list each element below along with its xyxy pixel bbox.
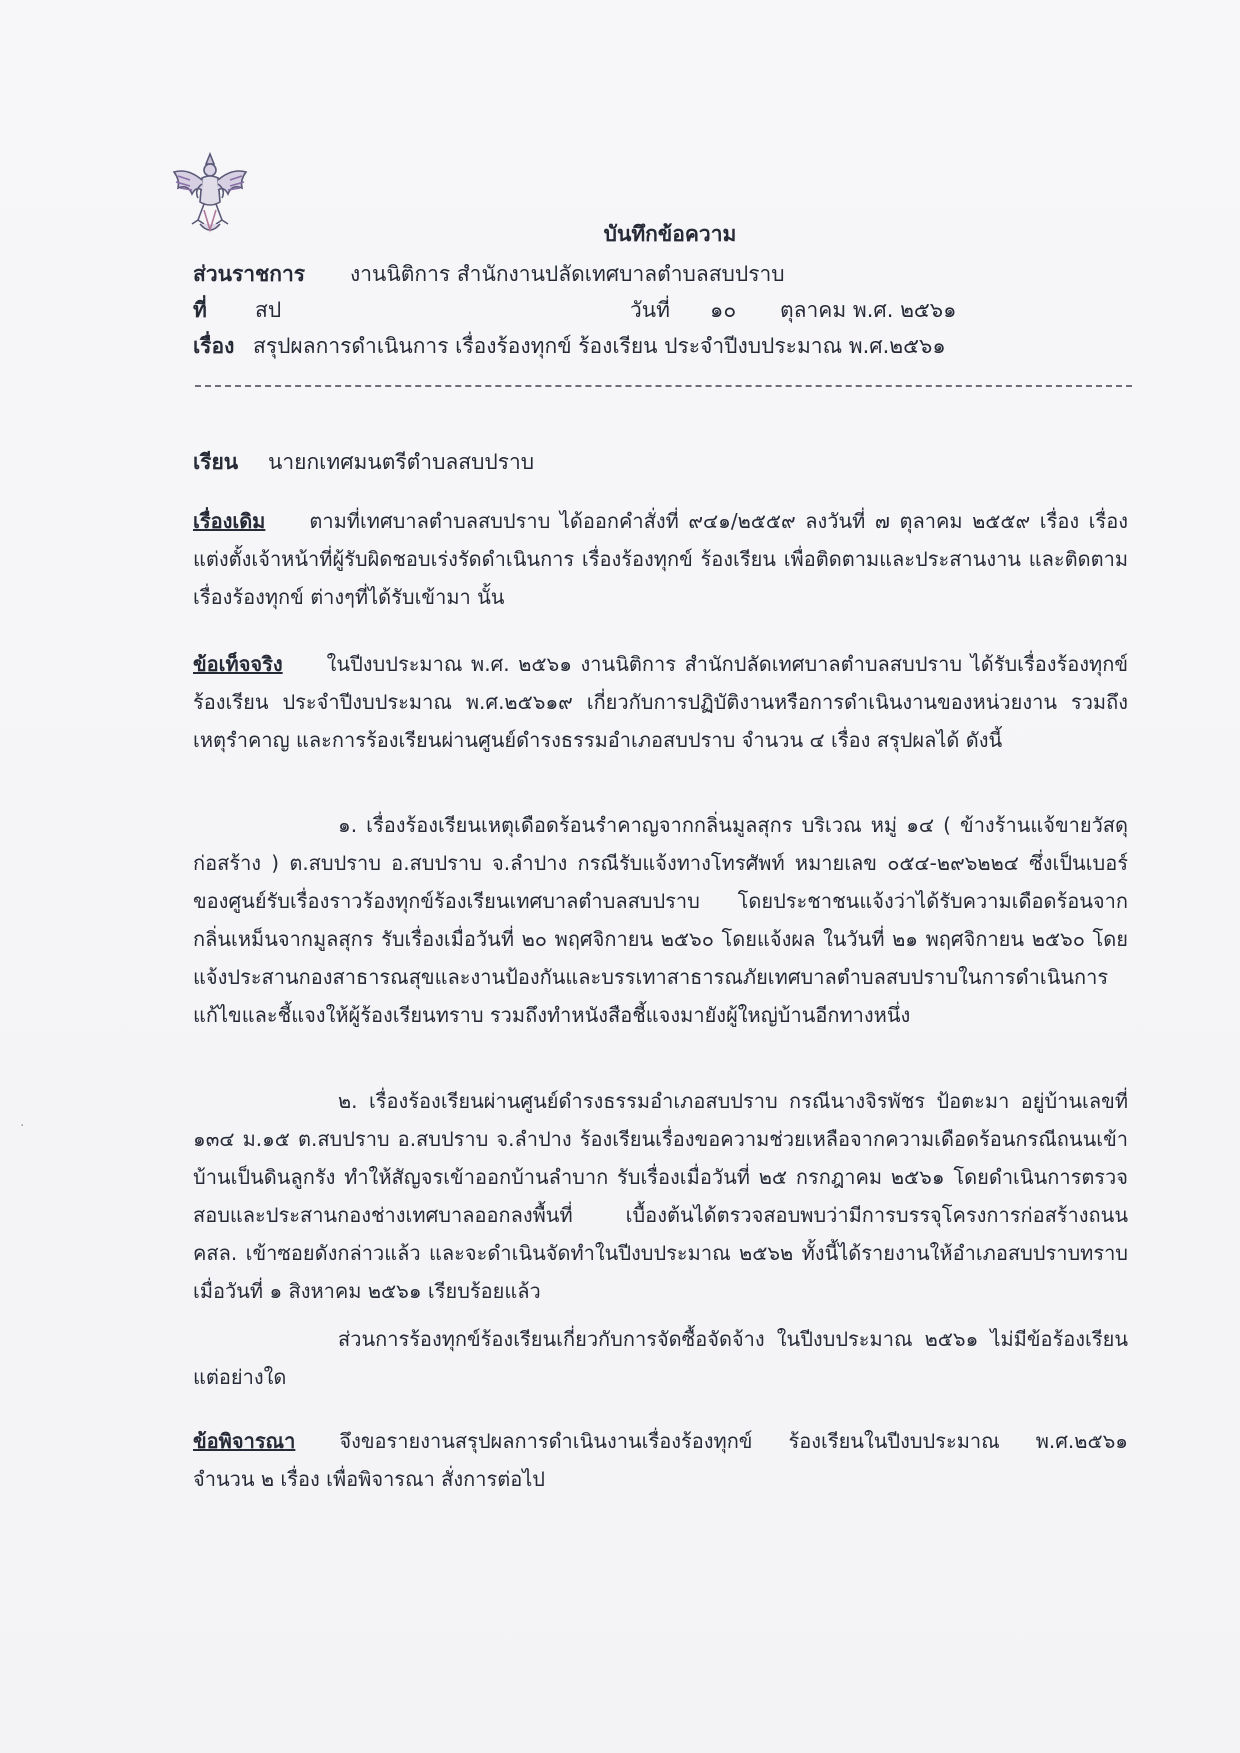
header-date-day: ๑๐ [710,298,737,322]
header-subject-value: สรุปผลการดำเนินการ เรื่องร้องทุกข์ ร้องเรียน ประจำปีงบประมาณ พ.ศ.๒๕๖๑ [253,334,946,358]
item-1-paragraph: ๑. เรื่องร้องเรียนเหตุเดือดร้อนรำคาญจากกลิ่นมูลสุกร บริเวณ หมู่ ๑๔ ( ข้างร้านแจ้ขายวัสดุก่อสร้าง ) ต.สบปราบ อ.สบปราบ จ.ลำปาง กรณีรับแจ้งทางโทรศัพท์ หมายเลข ๐๕๔-๒๙๖๒๒๔ ซึ่งเป็นเบอร์ของศูนย์รับเรื่องราวร้องทุกข์ร้องเรียนเทศบาลตำบลสบปราบ โดยประชาชนแจ้งว่าได้รับความเดือดร้อนจากกลิ่นเหม็นจากมูลสุกร รับเรื่องเมื่อวันที่ ๒๐ พฤศจิกายน ๒๕๖๐ โดยแจ้งผล ในวันที่ ๒๑ พฤศจิกายน ๒๕๖๐ โดยแจ้งประสานกองสาธารณสุขและงานป้องกันและบรรเทาสาธารณภัยเทศบาลตำบลสบปราบในการดำเนินการแก้ไขและชี้แจงให้ผู้ร้องเรียนทราบ รวมถึงทำหนังสือชี้แจงมายังผู้ใหญ่บ้านอีกทางหนึ่ง [193,813,1128,1027]
header-divider [195,385,1132,387]
header-subject-label: เรื่อง [193,334,235,358]
consideration-label: ข้อพิจารณา [193,1429,296,1453]
background-label: เรื่องเดิม [193,509,266,533]
header-dept-value: งานนิติการ สำนักงานปลัดเทศบาลตำบลสบปราบ [350,262,785,286]
scan-speck: · [20,1118,25,1134]
header-dept-label: ส่วนราชการ [193,262,306,286]
facts-text: ในปีงบประมาณ พ.ศ. ๒๕๖๑ งานนิติการ สำนักปลัดเทศบาลตำบลสบปราบ ได้รับเรื่องร้องทุกข์ ร้องเรียน ประจำปีงบประมาณ พ.ศ.๒๕๖๑๙ เกี่ยวกับการปฏิบัติงานหรือการดำเนินงานของหน่วยงาน รวมถึงเหตุรำคาญ และการร้องเรียนผ่านศูนย์ดำรงธรรมอำเภอสบปราบ จำนวน ๔ เรื่อง สรุปผลได้ ดังนี้ [193,652,1128,752]
background-text: ตามที่เทศบาลตำบลสบปราบ ได้ออกคำสั่งที่ ๙๔๑/๒๕๕๙ ลงวันที่ ๗ ตุลาคม ๒๕๕๙ เรื่อง เรื่องแต่งตั้งเจ้าหน้าที่ผู้รับผิดชอบเร่งรัดดำเนินการ เรื่องร้องทุกข์ ร้องเรียน เพื่อติดตามและประสานงาน และติดตามเรื่องร้องทุกข์ ต่างๆที่ได้รับเข้ามา นั้น [193,509,1128,609]
consideration-text: จึงขอรายงานสรุปผลการดำเนินงานเรื่องร้องทุกข์ ร้องเรียนในปีงบประมาณ พ.ศ.๒๕๖๑ จำนวน ๒ เรื่อง เพื่อพิจารณา สั่งการต่อไป [193,1429,1128,1491]
consideration-paragraph [193,1422,1128,1498]
header-ref-value: สป [255,298,282,322]
facts-paragraph [193,645,1128,759]
header-date-month-year: ตุลาคม พ.ศ. ๒๕๖๑ [780,298,957,322]
to-value: นายกเทศมนตรีตำบลสบปราบ [268,450,535,474]
to-label: เรียน [193,450,239,474]
header-date-label: วันที่ [630,298,670,322]
item-2-paragraph: ๒. เรื่องร้องเรียนผ่านศูนย์ดำรงธรรมอำเภอสบปราบ กรณีนางจิรพัชร ป้อตะมา อยู่บ้านเลขที่ ๑๓๔ ม.๑๕ ต.สบปราบ อ.สบปราบ จ.ลำปาง ร้องเรียนเรื่องขอความช่วยเหลือจากความเดือดร้อนกรณีถนนเข้าบ้านเป็นดินลูกรัง ทำให้สัญจรเข้าออกบ้านลำบาก รับเรื่องเมื่อวันที่ ๒๕ กรกฎาคม ๒๕๖๑ โดยดำเนินการตรวจสอบและประสานกองช่างเทศบาลออกลงพื้นที่ เบื้องต้นได้ตรวจสอบพบว่ามีการบรรจุโครงการก่อสร้างถนน คสล. เข้าซอยดังกล่าวแล้ว และจะดำเนินจัดทำในปีงบประมาณ ๒๕๖๒ ทั้งนี้ได้รายงานให้อำเภอสบปราบทราบเมื่อวันที่ ๑ สิงหาคม ๒๕๖๑ เรียบร้อยแล้ว [193,1089,1128,1303]
memo-title: บันทึกข้อความ [603,222,737,246]
header-ref-label: ที่ [193,298,207,322]
facts-label: ข้อเท็จจริง [193,652,283,676]
procurement-paragraph: ส่วนการร้องทุกข์ร้องเรียนเกี่ยวกับการจัดซื้อจัดจ้าง ในปีงบประมาณ ๒๕๖๑ ไม่มีข้อร้องเรียนแต่อย่างใด [193,1327,1128,1389]
background-paragraph [193,502,1128,616]
